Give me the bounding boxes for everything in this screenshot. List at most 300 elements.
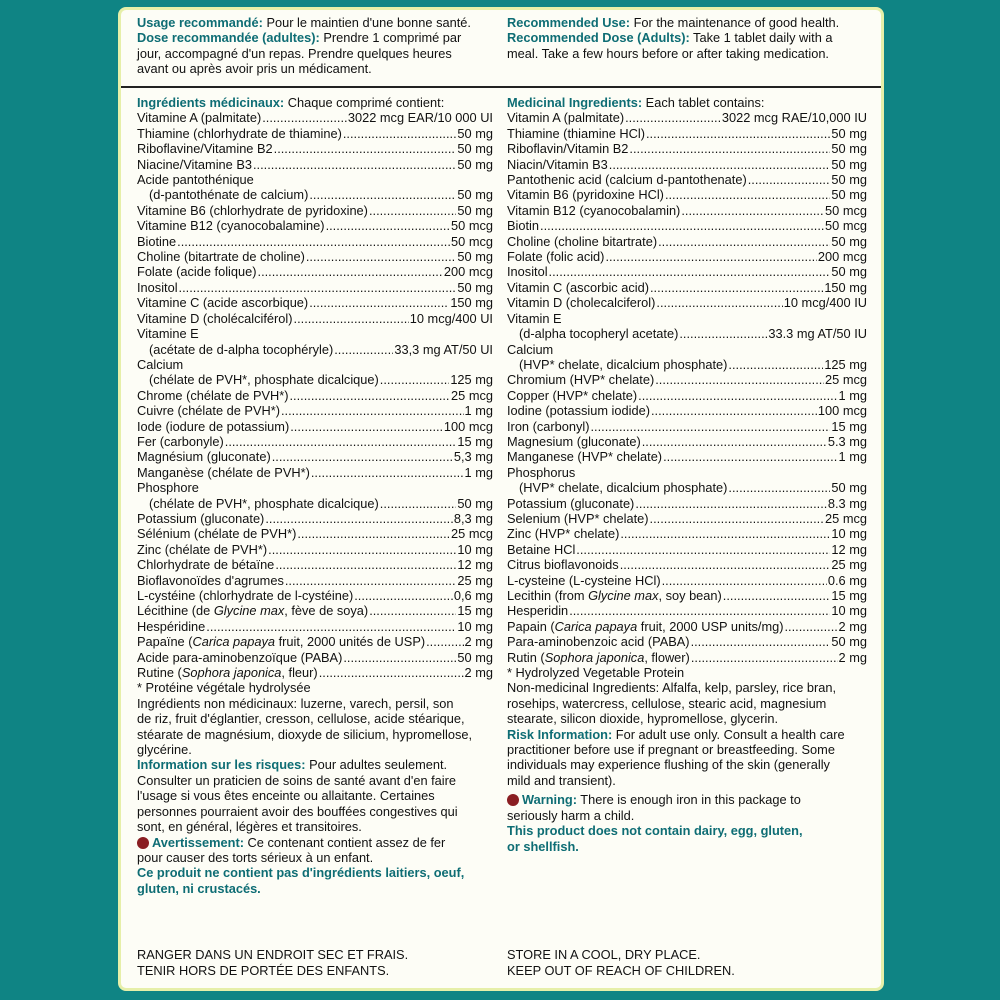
- ingredient-row: [137, 110, 493, 125]
- leader-dots: [605, 249, 816, 264]
- ingredient-name: L-cystéine (chlorhydrate de l-cystéine): [137, 588, 354, 603]
- ingredient-name: (d-alpha tocopheryl acetate): [519, 326, 679, 342]
- ingredient-name: Rutin (Sophora japonica, flower): [507, 649, 690, 665]
- fr-ingredient-list: [137, 110, 493, 680]
- ingredient-row: [137, 372, 493, 387]
- ingredient-amount: 50 mg: [457, 141, 493, 157]
- leader-dots: [638, 388, 837, 403]
- ingredient-name: Iron (carbonyl): [507, 418, 590, 434]
- ingredient-name: Papaïne (Carica papaya fruit, 2000 unités de USP): [137, 634, 426, 650]
- ingredient-name: Vitamin D (cholecalciferol): [507, 295, 656, 311]
- leader-dots: [635, 496, 827, 511]
- fr-usage-text: Pour le maintien d'une bonne santé.: [262, 15, 471, 30]
- ingredient-row: [137, 264, 493, 279]
- ingredient-row: [137, 573, 493, 588]
- ingredient-name: Vitamine B6 (chlorhydrate de pyridoxine): [137, 202, 368, 218]
- ingredient-row: [507, 619, 867, 634]
- ingredient-name: Phosphore: [137, 480, 199, 496]
- ingredient-row: [507, 110, 867, 125]
- ingredient-amount: 50 mg: [831, 634, 867, 650]
- ingredient-amount: 10 mg: [457, 618, 493, 634]
- en-warning-text-2: seriously harm a child.: [507, 807, 635, 823]
- leader-dots: [625, 110, 721, 125]
- fr-warning-title: Avertissement:: [152, 834, 244, 850]
- fr-dose-title: Dose recommandée (adultes):: [137, 30, 320, 46]
- leader-dots: [655, 372, 824, 387]
- fr-allergen-2: gluten, ni crustacés.: [137, 880, 261, 896]
- ingredient-amount: 50 mg: [831, 480, 867, 496]
- ingredient-row: [507, 141, 867, 156]
- ingredient-name: Acide pantothénique: [137, 172, 254, 188]
- fr-risk-text-4: personnes pourraient avoir des bouffées congestives qui: [137, 803, 458, 819]
- ingredient-row: [137, 280, 493, 295]
- ingredient-name: Iode (iodure de potassium): [137, 418, 290, 434]
- ingredient-name: Vitamin E: [507, 310, 562, 326]
- ingredient-row: [507, 249, 867, 264]
- en-dose-title: Recommended Dose (Adults):: [507, 30, 690, 46]
- en-allergen-2: or shellfish.: [507, 838, 579, 854]
- ingredient-row: [137, 403, 493, 418]
- ingredient-row: [507, 542, 867, 557]
- leader-dots: [629, 141, 830, 156]
- ingredient-row: [137, 557, 493, 572]
- fr-dose-text-3: avant ou après avoir pris un médicament.: [137, 61, 372, 77]
- fr-warning-text-1: Ce contenant contient assez de fer: [243, 834, 446, 850]
- ingredient-amount: 50 mcg: [451, 233, 493, 249]
- ingredient-amount: 1 mg: [464, 464, 493, 480]
- en-risk-text-1: For adult use only. Consult a health care: [612, 726, 845, 742]
- fr-storage: [137, 947, 493, 979]
- ingredient-amount: 5,3 mg: [453, 449, 493, 465]
- ingredient-name: (chélate de PVH*, phosphate dicalcique): [149, 495, 379, 511]
- ingredient-name: Chrome (chélate de PVH*): [137, 387, 289, 403]
- ingredient-amount: 25 mg: [457, 572, 493, 588]
- en-ingredients-intro: Each tablet contains:: [642, 95, 765, 110]
- en-footnote: * Hydrolyzed Vegetable Protein: [507, 665, 685, 681]
- ingredient-amount: 33.3 mg AT/50 IU: [768, 326, 867, 342]
- leader-dots: [297, 526, 450, 541]
- ingredient-row: [137, 326, 493, 341]
- ingredient-name: (acétate de d-alpha tocophéryle): [149, 341, 334, 357]
- fr-store-1: RANGER DANS UN ENDROIT SEC ET FRAIS.: [137, 947, 409, 962]
- ingredient-amount: 10 mcg/400 IU: [783, 295, 867, 311]
- fr-footnote: * Protéine végétale hydrolysée: [137, 680, 311, 696]
- leader-dots: [369, 603, 456, 618]
- warning-dot-icon: [507, 794, 519, 806]
- leader-dots: [179, 280, 457, 295]
- ingredient-row: [137, 342, 493, 357]
- ingredient-amount: 10 mg: [831, 526, 867, 542]
- ingredient-amount: 50 mg: [457, 249, 493, 265]
- ingredient-name: Manganèse (chélate de PVH*): [137, 464, 310, 480]
- ingredient-name: Biotin: [507, 218, 540, 234]
- ingredient-amount: 10 mcg/400 UI: [409, 310, 493, 326]
- ingredient-name: Thiamine (thiamine HCl): [507, 125, 645, 141]
- ingredient-name: Rutine (Sophora japonica, fleur): [137, 665, 318, 681]
- ingredient-row: [137, 234, 493, 249]
- ingredient-name: Vitamin B12 (cyanocobalamin): [507, 202, 681, 218]
- ingredient-row: [137, 650, 493, 665]
- leader-dots: [285, 573, 457, 588]
- ingredient-amount: 10 mg: [457, 541, 493, 557]
- leader-dots: [591, 419, 831, 434]
- ingredient-amount: 50 mg: [831, 125, 867, 141]
- leader-dots: [691, 650, 838, 665]
- ingredient-name: Choline (choline bitartrate): [507, 233, 658, 249]
- ingredient-amount: 50 mg: [457, 495, 493, 511]
- ingredient-row: [507, 264, 867, 279]
- en-usage-text: For the maintenance of good health.: [630, 15, 840, 30]
- ingredient-row: [137, 218, 493, 233]
- ingredient-row: [137, 480, 493, 495]
- ingredient-name: Folate (acide folique): [137, 264, 257, 280]
- leader-dots: [253, 157, 456, 172]
- ingredient-name: Iodine (potassium iodide): [507, 403, 650, 419]
- ingredient-amount: 50 mcg: [825, 218, 867, 234]
- leader-dots: [343, 126, 457, 141]
- ingredient-row: [507, 357, 867, 372]
- fr-usage-section: [137, 15, 493, 77]
- ingredient-amount: 3022 mcg EAR/10 000 UI: [347, 110, 493, 126]
- en-dose-text-2: meal. Take a few hours before or after taking medication.: [507, 45, 829, 61]
- ingredient-amount: 1 mg: [838, 449, 867, 465]
- leader-dots: [658, 234, 830, 249]
- ingredient-amount: 33,3 mg AT/50 UI: [394, 341, 493, 357]
- fr-ingredients-title: Ingrédients médicinaux:: [137, 95, 285, 110]
- fr-nonmed-2: de riz, fruit d'églantier, cresson, cellulose, acide stéarique,: [137, 711, 465, 727]
- fr-risk-text-2: Consulter un praticien de soins de santé avant d'en faire: [137, 772, 457, 788]
- ingredient-amount: 50 mg: [831, 141, 867, 157]
- product-label: [118, 7, 884, 991]
- ingredient-row: [507, 203, 867, 218]
- ingredient-row: [507, 295, 867, 310]
- en-dose-text-1: Take 1 tablet daily with a: [689, 30, 833, 46]
- ingredient-name: Potassium (gluconate): [137, 510, 265, 526]
- en-storage: [507, 947, 867, 979]
- ingredient-name: Sélénium (chélate de PVH*): [137, 526, 297, 542]
- ingredient-row: [507, 342, 867, 357]
- ingredient-amount: 200 mcg: [817, 249, 867, 265]
- ingredient-name: Riboflavine/Vitamine B2: [137, 141, 273, 157]
- ingredient-row: [137, 157, 493, 172]
- ingredient-row: [137, 249, 493, 264]
- ingredient-amount: 100 mcg: [817, 403, 867, 419]
- en-ingredients-section: [507, 95, 867, 854]
- leader-dots: [549, 264, 831, 279]
- ingredient-name: Zinc (HVP* chelate): [507, 526, 620, 542]
- en-allergen-1: This product does not contain dairy, egg, gluten,: [507, 823, 803, 839]
- ingredient-row: [507, 126, 867, 141]
- leader-dots: [274, 141, 457, 156]
- leader-dots: [662, 573, 827, 588]
- en-ingredient-list: [507, 110, 867, 665]
- en-nonmed-2: rosehips, watercress, cellulose, stearic acid, magnesium: [507, 695, 827, 711]
- leader-dots: [354, 588, 453, 603]
- ingredient-amount: 15 mg: [457, 603, 493, 619]
- leader-dots: [663, 449, 837, 464]
- ingredient-name: Hespéridine: [137, 618, 206, 634]
- leader-dots: [650, 280, 823, 295]
- ingredient-name: Papain (Carica papaya fruit, 2000 USP units/mg): [507, 618, 784, 634]
- leader-dots: [281, 403, 464, 418]
- fr-ingredients-section: [137, 95, 493, 896]
- ingredient-name: Zinc (chélate de PVH*): [137, 541, 268, 557]
- ingredient-row: [507, 419, 867, 434]
- ingredient-name: Lecithin (from Glycine max, soy bean): [507, 588, 722, 603]
- leader-dots: [665, 187, 830, 202]
- leader-dots: [334, 342, 393, 357]
- ingredient-amount: 200 mcg: [443, 264, 493, 280]
- leader-dots: [258, 264, 443, 279]
- ingredient-amount: 8.3 mg: [827, 495, 867, 511]
- ingredient-row: [507, 573, 867, 588]
- ingredient-amount: 15 mg: [831, 418, 867, 434]
- en-risk-title: Risk Information:: [507, 726, 613, 742]
- ingredient-name: (d-pantothénate de calcium): [149, 187, 309, 203]
- ingredient-amount: 12 mg: [457, 557, 493, 573]
- ingredient-name: (HVP* chelate, dicalcium phosphate): [519, 480, 728, 496]
- en-usage-title: Recommended Use:: [507, 15, 631, 30]
- ingredient-row: [137, 434, 493, 449]
- ingredient-amount: 25 mcg: [825, 510, 867, 526]
- ingredient-name: (HVP* chelate, dicalcium phosphate): [519, 356, 728, 372]
- ingredient-amount: 50 mcg: [451, 218, 493, 234]
- ingredient-name: Vitamine D (cholécalciférol): [137, 310, 293, 326]
- ingredient-row: [507, 480, 867, 495]
- ingredient-name: Magnésium (gluconate): [137, 449, 271, 465]
- leader-dots: [656, 295, 782, 310]
- ingredient-row: [137, 542, 493, 557]
- ingredient-amount: 50 mg: [831, 233, 867, 249]
- ingredient-row: [137, 634, 493, 649]
- ingredient-row: [137, 357, 493, 372]
- ingredient-amount: 50 mg: [457, 202, 493, 218]
- ingredient-row: [507, 234, 867, 249]
- ingredient-name: Acide para-aminobenzoïque (PABA): [137, 649, 343, 665]
- ingredient-amount: 50 mcg: [825, 202, 867, 218]
- leader-dots: [306, 249, 457, 264]
- ingredient-row: [507, 557, 867, 572]
- ingredient-name: Vitamine E: [137, 326, 199, 342]
- ingredient-row: [137, 311, 493, 326]
- en-risk-text-2: practitioner before use if pregnant or breastfeeding. Some: [507, 742, 835, 758]
- leader-dots: [380, 372, 450, 387]
- ingredient-amount: 2 mg: [838, 618, 867, 634]
- ingredient-amount: 2 mg: [464, 665, 493, 681]
- leader-dots: [225, 434, 457, 449]
- leader-dots: [343, 650, 456, 665]
- fr-risk-text-5: sont, en général, légères et transitoires.: [137, 819, 362, 835]
- ingredient-amount: 50 mg: [831, 156, 867, 172]
- ingredient-name: Choline (bitartrate de choline): [137, 249, 305, 265]
- leader-dots: [650, 511, 824, 526]
- ingredient-name: Potassium (gluconate): [507, 495, 635, 511]
- warning-dot-icon: [137, 837, 149, 849]
- ingredient-amount: 50 mg: [831, 172, 867, 188]
- ingredient-amount: 25 mcg: [451, 387, 493, 403]
- ingredient-row: [507, 187, 867, 202]
- ingredient-amount: 150 mg: [450, 295, 493, 311]
- ingredient-row: [137, 419, 493, 434]
- ingredient-amount: 25 mcg: [451, 526, 493, 542]
- ingredient-name: Selenium (HVP* chelate): [507, 510, 649, 526]
- ingredient-name: Inositol: [507, 264, 548, 280]
- ingredient-name: Copper (HVP* chelate): [507, 387, 638, 403]
- leader-dots: [309, 295, 449, 310]
- ingredient-row: [137, 126, 493, 141]
- fr-nonmed-3: stéarate de magnésium, dioxyde de silicium, hypromellose,: [137, 726, 473, 742]
- leader-dots: [294, 311, 409, 326]
- ingredient-name: L-cysteine (L-cysteine HCl): [507, 572, 661, 588]
- ingredient-name: Thiamine (chlorhydrate de thiamine): [137, 125, 342, 141]
- leader-dots: [272, 449, 453, 464]
- ingredient-row: [137, 295, 493, 310]
- ingredient-row: [137, 588, 493, 603]
- ingredient-name: Bioflavonoïdes d'agrumes: [137, 572, 284, 588]
- ingredient-name: Calcium: [137, 356, 184, 372]
- ingredient-name: Manganese (HVP* chelate): [507, 449, 663, 465]
- en-store-2: KEEP OUT OF REACH OF CHILDREN.: [507, 963, 735, 978]
- ingredient-amount: 1 mg: [838, 387, 867, 403]
- leader-dots: [728, 357, 823, 372]
- ingredient-name: Biotine: [137, 233, 177, 249]
- ingredient-name: Phosphorus: [507, 464, 576, 480]
- ingredient-amount: 50 mg: [831, 187, 867, 203]
- ingredient-row: [507, 465, 867, 480]
- ingredient-name: Chlorhydrate de bétaïne: [137, 557, 275, 573]
- ingredient-row: [507, 280, 867, 295]
- leader-dots: [268, 542, 456, 557]
- ingredient-row: [137, 619, 493, 634]
- ingredient-amount: 2 mg: [838, 649, 867, 665]
- fr-warning-text-2: pour causer des torts sérieux à un enfant.: [137, 849, 374, 865]
- ingredient-amount: 25 mg: [831, 557, 867, 573]
- ingredient-name: Vitamin C (ascorbic acid): [507, 279, 649, 295]
- ingredient-amount: 125 mg: [450, 372, 493, 388]
- leader-dots: [620, 557, 831, 572]
- ingredient-row: [507, 218, 867, 233]
- en-warning-text-1: There is enough iron in this package to: [576, 792, 801, 808]
- leader-dots: [651, 403, 817, 418]
- leader-dots: [326, 218, 450, 233]
- ingredient-name: Chromium (HVP* chelate): [507, 372, 655, 388]
- leader-dots: [426, 634, 463, 649]
- leader-dots: [290, 419, 443, 434]
- ingredient-name: Vitamine C (acide ascorbique): [137, 295, 309, 311]
- leader-dots: [309, 187, 456, 202]
- ingredient-row: [507, 449, 867, 464]
- fr-store-2: TENIR HORS DE PORTÉE DES ENFANTS.: [137, 963, 390, 978]
- leader-dots: [620, 526, 830, 541]
- leader-dots: [290, 388, 451, 403]
- en-ingredients-title: Medicinal Ingredients:: [507, 95, 643, 110]
- ingredient-amount: 25 mcg: [825, 372, 867, 388]
- ingredient-row: [137, 496, 493, 511]
- leader-dots: [265, 511, 453, 526]
- en-risk-text-4: mild and transient).: [507, 772, 616, 788]
- leader-dots: [679, 326, 767, 341]
- leader-dots: [319, 665, 464, 680]
- ingredient-row: [507, 388, 867, 403]
- en-nonmed-3: stearate, silicon dioxide, hypromellose, glycerin.: [507, 711, 778, 727]
- fr-nonmed-1: Ingrédients non médicinaux: luzerne, varech, persil, son: [137, 695, 454, 711]
- leader-dots: [275, 557, 456, 572]
- fr-allergen-1: Ce produit ne contient pas d'ingrédients laitiers, oeuf,: [137, 865, 465, 881]
- en-store-1: STORE IN A COOL, DRY PLACE.: [507, 947, 701, 962]
- ingredient-name: Calcium: [507, 341, 554, 357]
- ingredient-amount: 15 mg: [457, 433, 493, 449]
- fr-risk-text-1: Pour adultes seulement.: [305, 757, 448, 773]
- leader-dots: [723, 588, 831, 603]
- ingredient-amount: 100 mcg: [443, 418, 493, 434]
- ingredient-name: Niacine/Vitamine B3: [137, 156, 252, 172]
- en-nonmed-1: Non-medicinal Ingredients: Alfalfa, kelp, parsley, rice bran,: [507, 680, 837, 696]
- ingredient-row: [137, 665, 493, 680]
- ingredient-amount: 2 mg: [464, 634, 493, 650]
- leader-dots: [311, 465, 464, 480]
- ingredient-row: [507, 403, 867, 418]
- leader-dots: [540, 218, 824, 233]
- fr-nonmed-4: glycérine.: [137, 742, 192, 758]
- ingredient-row: [507, 650, 867, 665]
- ingredient-name: Vitamin A (palmitate): [507, 110, 625, 126]
- ingredient-row: [507, 526, 867, 541]
- leader-dots: [380, 496, 457, 511]
- ingredient-name: Cuivre (chélate de PVH*): [137, 403, 280, 419]
- ingredient-row: [507, 372, 867, 387]
- leader-dots: [691, 634, 831, 649]
- ingredient-name: Hesperidin: [507, 603, 569, 619]
- ingredient-amount: 8,3 mg: [453, 510, 493, 526]
- ingredient-name: Vitamin B6 (pyridoxine HCl): [507, 187, 664, 203]
- leader-dots: [785, 619, 838, 634]
- ingredient-amount: 150 mg: [824, 279, 867, 295]
- ingredient-row: [507, 434, 867, 449]
- en-risk-text-3: individuals may experience flushing of the skin (generally: [507, 757, 830, 773]
- fr-dose-text-1: Prendre 1 comprimé par: [319, 30, 462, 46]
- ingredient-row: [137, 141, 493, 156]
- fr-risk-text-3: l'usage si vous êtes enceinte ou allaitante. Certaines: [137, 788, 435, 804]
- ingredient-row: [137, 388, 493, 403]
- ingredient-name: Vitamine B12 (cyanocobalamine): [137, 218, 325, 234]
- ingredient-amount: 50 mg: [457, 649, 493, 665]
- ingredient-amount: 10 mg: [831, 603, 867, 619]
- ingredient-amount: 50 mg: [457, 279, 493, 295]
- ingredient-row: [507, 634, 867, 649]
- ingredient-amount: 50 mg: [457, 187, 493, 203]
- ingredient-row: [507, 603, 867, 618]
- ingredient-row: [137, 187, 493, 202]
- ingredient-amount: 12 mg: [831, 541, 867, 557]
- leader-dots: [646, 126, 830, 141]
- ingredient-amount: 3022 mcg RAE/10,000 IU: [721, 110, 867, 126]
- ingredient-row: [137, 203, 493, 218]
- ingredient-name: Fer (carbonyle): [137, 433, 224, 449]
- ingredient-name: (chélate de PVH*, phosphate dicalcique): [149, 372, 379, 388]
- ingredient-row: [137, 511, 493, 526]
- ingredient-amount: 5.3 mg: [827, 433, 867, 449]
- ingredient-row: [507, 588, 867, 603]
- fr-risk-title: Information sur les risques:: [137, 757, 306, 773]
- leader-dots: [609, 157, 831, 172]
- ingredient-name: Magnesium (gluconate): [507, 433, 641, 449]
- ingredient-row: [137, 603, 493, 618]
- leader-dots: [642, 434, 827, 449]
- leader-dots: [262, 110, 347, 125]
- ingredient-amount: 50 mg: [457, 156, 493, 172]
- fr-usage-title: Usage recommandé:: [137, 15, 263, 30]
- leader-dots: [748, 172, 831, 187]
